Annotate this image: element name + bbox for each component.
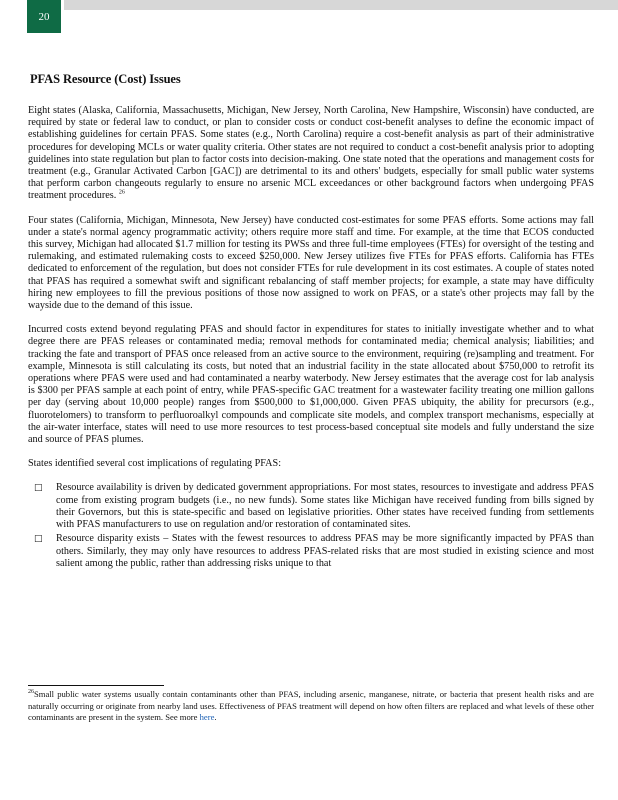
list-item: [32, 482, 594, 531]
footnote-text: Small public water systems usually contain contaminants other than PFAS, including arsenic, manganese, nitrate, or bacteria that present health risks and are naturally occurring or originate from nearby land uses. Effectiveness of PFAS treatment will depend on how often filters are replaced and what levels of these other contaminants are present in the system. See more: [28, 689, 594, 723]
page-number: 20: [38, 10, 50, 23]
section-title: PFAS Resource (Cost) Issues: [30, 72, 181, 86]
paragraph-incurred-costs: Incurred costs extend beyond regulating PFAS and should factor in expenditures for states to initially investigate whether and to what degree there are PFAS releases or contaminated media; removal methods for contaminated media; chemical analysis; liabilities; and tracking the fate and transport of PFAS once released from an active source to the environment, requiring (re)sampling and treatment. For example, Minnesota is still calculating its costs, but noted that an industrial facility in the state allocated about $750,000 to retrofit its operations where PFAS were used and had contaminated a nearby waterbody. New Jersey estimates that the average cost for lab analysis is $300 per PFAS sample at each point of entry, while PFAS-specific GAC treatment for a wastewater facility treating one million gallons per day (serving about 10,000 people) ranges from $500,000 to $1,000,000. Given PFAS ubiquity, the ability for precursors (e.g., fluorotelomers) to transform to perfluoroalkyl compounds and complicate site models, and complex transport mechanisms, especially at the air-water interface, states will need to use more resources to test process-based conceptual site models and fully understand the size and source of PFAS plumes.: [28, 324, 594, 446]
footnote-reference[interactable]: 26: [118, 190, 125, 197]
footnote-link[interactable]: here: [199, 712, 215, 723]
paragraph-text: Eight states (Alaska, California, Massachusetts, Michigan, New Jersey, North Carolina, New Hampshire, Wisconsin) have conducted, are required by state or federal law to conduct, or plan to consider costs or conduct cost-benefit analyses to define the economic impact of establishing guidelines for certain PFAS. Some states (e.g., North Carolina) require a cost-benefit analysis as part of their administrative procedures for developing MCLs or water quality criteria. Other states are not required to conduct a cost-benefit analysis prior to adopting guidelines into state regulation but plan to factor costs into decision-making. One state noted that the operations and management costs for treatment (e.g., Granular Activated Carbon [GAC]) are detrimental to its and others' budgets, especially for small public water systems that perform carbon changeouts regularly to ensure no arsenic MCL exceedances or other background factors when undergoing PFAS treatment procedures.: [28, 105, 594, 202]
footnote-end: .: [214, 712, 217, 723]
checkbox-bullet-icon: □: [34, 483, 43, 494]
paragraph-states-cost-benefit: [28, 105, 594, 203]
cost-implications-list: [28, 482, 594, 569]
footnote-divider: [28, 685, 164, 686]
paragraph-cost-implications-intro: States identified several cost implications of regulating PFAS:: [28, 458, 282, 470]
paragraph-cost-estimates: Four states (California, Michigan, Minnesota, New Jersey) have conducted cost-estimates for some PFAS efforts. Some actions may fall under a state's normal agency programmatic activity; others require more staff and time. For example, at the time that ECOS conducted this survey, Michigan had allocated $1.7 million for testing its PWSs and three full-time employees (FTEs) for oversight of the testing and rulemaking, and estimated rulemaking costs to exceed $250,000. New Jersey utilizes five FTEs for PFAS efforts. California has FTEs dedicated to enforcement of the regulation, but does not consider FTEs for rule development in its cost estimates. A couple of states noted that PFAS has required a somewhat swift and significant rebalancing of staff member projects; for example, a state may have difficulty hiring new employees to fill the previous positions of those now assigned to work on PFAS, or a state's other projects may fall by the wayside due to the demand of this issue.: [28, 214, 594, 312]
page-body: [28, 72, 594, 572]
list-item: [32, 533, 594, 570]
checkbox-bullet-icon: □: [34, 534, 43, 545]
page-number-badge: [27, 0, 61, 33]
list-item-text: Resource disparity exists – States with the fewest resources to address PFAS may be more significantly impacted by PFAS than others. Similarly, they may only have resources to address PFAS-related risks that are most studied in existing science and most salient among the public, rather than addressing risks unique to that: [56, 533, 594, 569]
footnote: [28, 689, 594, 724]
header-bar: [64, 0, 618, 10]
list-item-text: Resource availability is driven by dedicated government appropriations. For most states, resources to investigate and address PFAS come from existing program budgets (i.e., no new funds). Some states like Michigan have received funding from bills signed by their Governors, but this is state-specific and based on legislative priorities. Other states have received funding from settlements with PFAS manufacturers to use on regulation and/or restoration of contaminated sites.: [56, 482, 594, 531]
footnote-number: 26: [28, 689, 34, 696]
